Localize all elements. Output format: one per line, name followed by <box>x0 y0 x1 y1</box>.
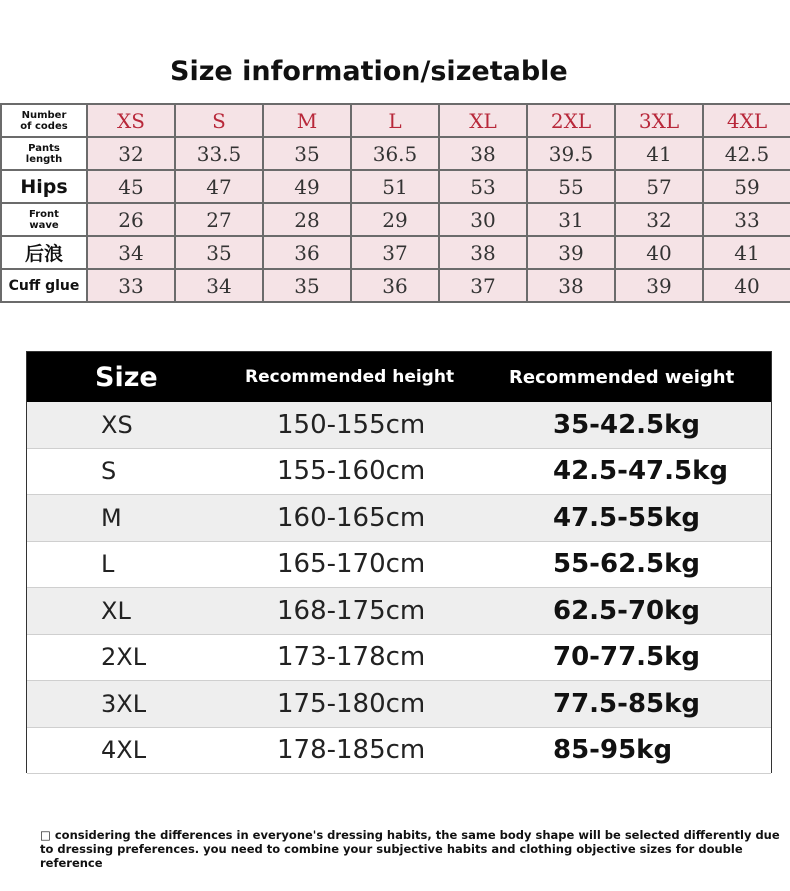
table-row <box>1 269 790 302</box>
table-cell: 27 <box>175 203 263 236</box>
row-header-cuff-glue: Cuff glue <box>1 269 87 302</box>
table-row <box>27 402 771 449</box>
table-row <box>27 728 771 775</box>
table-cell: 40 <box>615 236 703 269</box>
table-row <box>27 542 771 589</box>
table-cell: 42.5 <box>703 137 790 170</box>
size-value: XL <box>101 596 131 625</box>
size-value: L <box>101 550 115 579</box>
header-recommended-weight: Recommended weight <box>509 366 735 388</box>
size-cell: 3XL <box>615 104 703 137</box>
size-value: 3XL <box>101 689 147 718</box>
table-cell: 34 <box>175 269 263 302</box>
page-title: Size information/sizetable <box>170 56 568 87</box>
height-value: 160-165cm <box>277 502 426 533</box>
table-cell: 38 <box>439 236 527 269</box>
table-cell: 34 <box>87 236 175 269</box>
size-value: 2XL <box>101 643 147 672</box>
header-recommended-height: Recommended height <box>245 367 455 387</box>
size-cell: M <box>263 104 351 137</box>
size-header-row <box>1 104 790 137</box>
table-cell: 37 <box>351 236 439 269</box>
size-cell: L <box>351 104 439 137</box>
height-value: 178-185cm <box>277 735 426 766</box>
table-cell: 41 <box>703 236 790 269</box>
table-cell: 35 <box>263 269 351 302</box>
size-value: S <box>101 457 117 486</box>
weight-value: 85-95kg <box>553 735 673 766</box>
table-cell: 37 <box>439 269 527 302</box>
header-size: Size <box>95 361 158 393</box>
table-cell: 39.5 <box>527 137 615 170</box>
table-row <box>1 170 790 203</box>
row-header-number-of-codes: Number of codes <box>1 104 87 137</box>
table-cell: 35 <box>175 236 263 269</box>
size-cell: XL <box>439 104 527 137</box>
size-spec-table <box>0 103 790 303</box>
size-cell: S <box>175 104 263 137</box>
table-cell: 36.5 <box>351 137 439 170</box>
table-cell: 59 <box>703 170 790 203</box>
weight-value: 42.5-47.5kg <box>553 456 728 487</box>
table-cell: 32 <box>615 203 703 236</box>
height-value: 175-180cm <box>277 688 426 719</box>
table-cell: 53 <box>439 170 527 203</box>
table-row <box>27 495 771 542</box>
row-header-pants-length: Pants length <box>1 137 87 170</box>
table-row <box>27 449 771 496</box>
table-cell: 36 <box>263 236 351 269</box>
table-cell: 36 <box>351 269 439 302</box>
table-cell: 31 <box>527 203 615 236</box>
row-header-front-wave: Front wave <box>1 203 87 236</box>
table-cell: 49 <box>263 170 351 203</box>
table-cell: 45 <box>87 170 175 203</box>
table-cell: 39 <box>615 269 703 302</box>
table-row <box>1 137 790 170</box>
table-cell: 29 <box>351 203 439 236</box>
weight-value: 35-42.5kg <box>553 409 701 440</box>
table-cell: 28 <box>263 203 351 236</box>
table-cell: 32 <box>87 137 175 170</box>
table-cell: 41 <box>615 137 703 170</box>
height-value: 150-155cm <box>277 409 426 440</box>
table-cell: 40 <box>703 269 790 302</box>
table-cell: 26 <box>87 203 175 236</box>
weight-value: 55-62.5kg <box>553 549 701 580</box>
table-cell: 57 <box>615 170 703 203</box>
table-cell: 35 <box>263 137 351 170</box>
row-header-back-rise: 后浪 <box>1 236 87 269</box>
table-cell: 51 <box>351 170 439 203</box>
weight-value: 62.5-70kg <box>553 595 701 626</box>
size-cell: 2XL <box>527 104 615 137</box>
size-cell: XS <box>87 104 175 137</box>
recommendation-header <box>27 352 771 402</box>
table-cell: 38 <box>439 137 527 170</box>
table-cell: 33.5 <box>175 137 263 170</box>
size-value: M <box>101 503 122 532</box>
height-value: 155-160cm <box>277 456 426 487</box>
table-cell: 47 <box>175 170 263 203</box>
weight-value: 70-77.5kg <box>553 642 701 673</box>
table-cell: 30 <box>439 203 527 236</box>
table-row <box>27 588 771 635</box>
table-cell: 39 <box>527 236 615 269</box>
footnote: □ considering the differences in everyone's dressing habits, the same body shape will be selected differently due to dressing preferences. you need to combine your subjective habits and clothing objective sizes for double reference <box>40 828 780 870</box>
table-row <box>27 635 771 682</box>
table-row <box>1 203 790 236</box>
recommendation-table <box>26 351 772 773</box>
size-cell: 4XL <box>703 104 790 137</box>
height-value: 165-170cm <box>277 549 426 580</box>
table-cell: 38 <box>527 269 615 302</box>
weight-value: 47.5-55kg <box>553 502 701 533</box>
table-cell: 33 <box>87 269 175 302</box>
row-header-hips: Hips <box>1 170 87 203</box>
weight-value: 77.5-85kg <box>553 688 701 719</box>
recommendation-body <box>27 402 771 774</box>
table-cell: 55 <box>527 170 615 203</box>
height-value: 173-178cm <box>277 642 426 673</box>
height-value: 168-175cm <box>277 595 426 626</box>
table-cell: 33 <box>703 203 790 236</box>
table-row <box>27 681 771 728</box>
size-value: 4XL <box>101 736 147 765</box>
table-row <box>1 236 790 269</box>
size-value: XS <box>101 410 133 439</box>
